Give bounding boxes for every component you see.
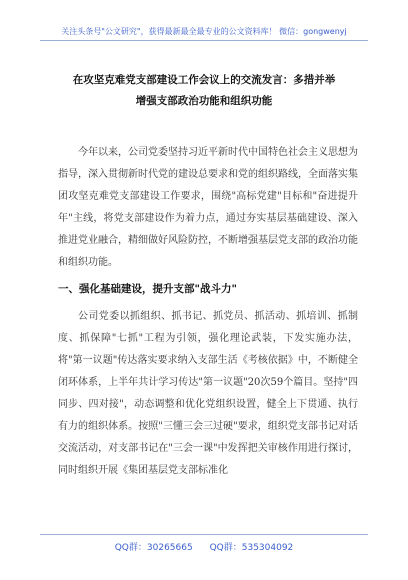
footer-qq-group-2: QQ群：535304092 <box>209 543 294 553</box>
header-notice: 关注头条号"公文研究"，获得最新最全最专业的公文资料库！ 微信：gongwenyj <box>61 27 347 36</box>
footer-divider <box>40 534 368 535</box>
title-line-1: 在攻坚克难党支部建设工作会议上的交流发言：多措并举 <box>72 74 336 86</box>
document-body <box>58 142 358 482</box>
title-line-2: 增强支部政治功能和组织功能 <box>135 95 273 107</box>
header-divider <box>40 40 368 41</box>
section-paragraph: 公司党委以抓组织、抓书记、抓党员、抓活动、抓培训、抓制度、抓保障"七抓"工程为引领，强化理论武装，下发实施办法，将"第一议题"传达落实要求纳入支部生活《考核依据》中，不断健全闭环体系，上半年共计学习传达"第一议题"20次59个篇目。坚持"四同步、四对接"，动态调整和优化党组织设置，健全上下贯通、执行有力的组织体系。按照"三懂三会三过硬"要求，组织党支部书记对话交流活动，对支部书记在"三会一课"中发挥把关审核作用进行探讨，同时组织开展《集团基层党支部标准化 <box>58 311 358 476</box>
intro-paragraph: 今年以来，公司党委坚持习近平新时代中国特色社会主义思想为指导，深入贯彻新时代党的建设总要求和党的组织路线，全面落实集团攻坚克难党支部建设工作要求，围绕"高标党建"目标和"奋进提升年"主线，将党支部建设作为着力点，通过夯实基层基础建设、深入推进党业融合，精细做好风险防控，不断增强基层党支部的政治功能和组织功能。 <box>58 147 358 268</box>
section-heading: 一、强化基础建设，提升支部"战斗力" <box>58 283 237 295</box>
document-title <box>44 70 364 112</box>
footer <box>0 540 408 553</box>
footer-qq-group-1: QQ群：30265665 <box>114 543 193 553</box>
